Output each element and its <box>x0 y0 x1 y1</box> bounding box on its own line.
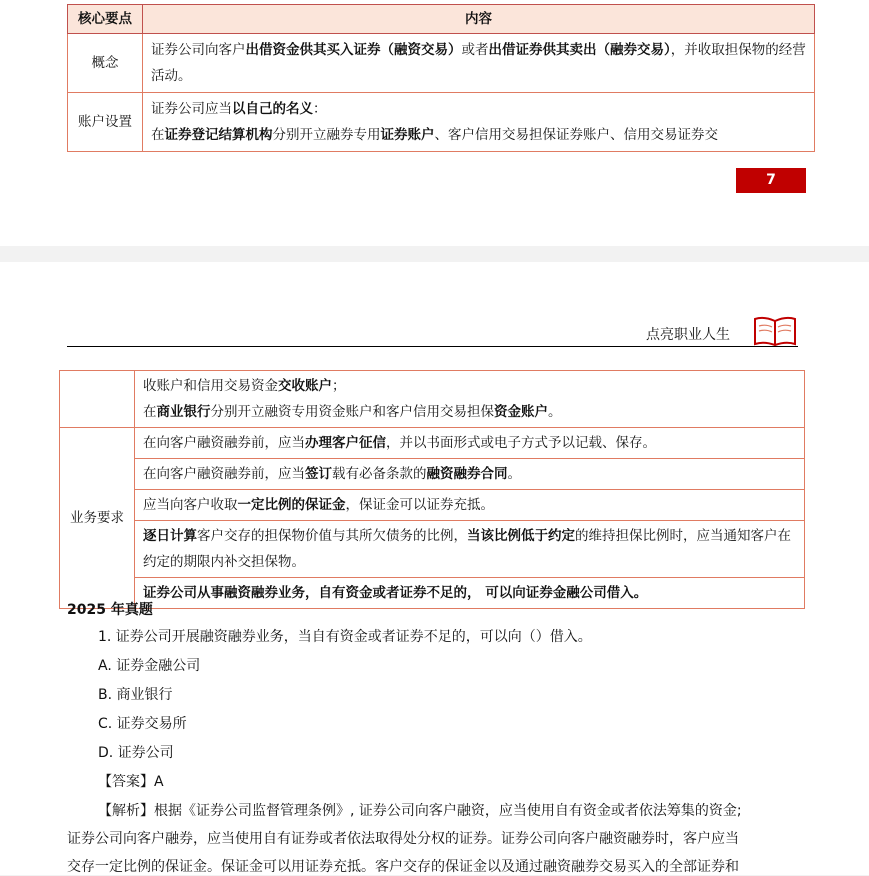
text-segment: 或者 <box>461 42 489 58</box>
table-row <box>60 371 805 428</box>
question-section-title: 2025 年真题 <box>67 602 153 618</box>
table-row <box>60 521 805 578</box>
text-segment: 。 <box>507 466 521 482</box>
table-row <box>68 34 815 93</box>
text-segment: ，并以书面形式或电子方式予以记载、保存。 <box>386 435 656 451</box>
analysis-text: 根据《证券公司监督管理条例》, 证券公司向客户融资，应当使用自有资金或者依法筹集的资金; <box>154 803 742 819</box>
table-row <box>60 490 805 521</box>
content-line <box>143 399 796 425</box>
text-segment: 收账户和信用交易资金 <box>143 378 278 394</box>
row-content-account-cont <box>135 371 805 428</box>
text-segment: 、客户信用交易担保证券账户、信用交易证券交 <box>434 127 718 143</box>
bold-segment: 证券账户 <box>380 127 435 143</box>
row-key-business: 业务要求 <box>60 428 135 609</box>
table-row <box>60 459 805 490</box>
content-line <box>143 373 796 399</box>
text-segment: 证券公司向客户 <box>151 42 246 58</box>
content-line <box>151 122 808 148</box>
bold-segment: 融资融券合同 <box>426 466 508 482</box>
row-key-empty <box>60 371 135 428</box>
row-content-account <box>143 93 815 152</box>
option-c: C. 证券交易所 <box>98 716 187 732</box>
table-header-row <box>68 5 815 34</box>
analysis-label: 【解析】 <box>98 803 154 819</box>
header-key: 核心要点 <box>68 5 143 34</box>
row-content-concept <box>143 34 815 93</box>
business-table <box>59 370 805 609</box>
table-row <box>60 428 805 459</box>
answer: 【答案】A <box>98 774 164 790</box>
page-number: 7 <box>736 168 806 193</box>
bold-segment: 签订 <box>305 466 332 482</box>
analysis-line-1 <box>98 800 742 820</box>
text-segment: ，并收取担保物的经营活动。 <box>151 42 806 84</box>
bold-segment: 办理客户征信 <box>305 435 386 451</box>
text-segment: 载有必备条款的 <box>332 466 427 482</box>
header-content: 内容 <box>143 5 815 34</box>
option-a: A. 证券金融公司 <box>98 658 201 674</box>
bold-segment: 当该比例低于约定 <box>467 528 575 544</box>
business-item <box>135 459 805 490</box>
text-segment: 分别开立融券专用 <box>272 127 381 143</box>
bold-segment: 一定比例的保证金 <box>237 497 346 513</box>
business-item <box>135 578 805 609</box>
option-b: B. 商业银行 <box>98 687 173 703</box>
business-item <box>135 521 805 578</box>
bold-segment: 出借证券供其卖出（融券交易） <box>488 42 671 58</box>
question-stem: 1. 证券公司开展融资融券业务，当自有资金或者证券不足的，可以向（）借入。 <box>98 629 592 645</box>
text-segment: 在向客户融资融券前，应当 <box>143 466 305 482</box>
business-item <box>135 428 805 459</box>
bold-segment: 交收账户 <box>278 378 332 394</box>
text-segment: ： <box>313 101 327 117</box>
content-line <box>151 96 808 122</box>
analysis-line-3: 交存一定比例的保证金。保证金可以用证券充抵。客户交存的保证金以及通过融资融券交易买入的全部证券和 <box>67 859 739 875</box>
text-segment: 分别开立融资专用资金账户和客户信用交易担保 <box>210 404 494 420</box>
open-book-icon <box>752 314 798 348</box>
running-header: 点亮职业人生 <box>646 327 730 343</box>
text-segment: 在向客户融资融券前，应当 <box>143 435 305 451</box>
bold-segment: 证券公司从事融资融券业务，自有资金或者证券不足的， 可以向证券金融公司借入。 <box>143 585 648 601</box>
analysis-line-2: 证券公司向客户融券，应当使用自有证券或者依法取得处分权的证券。证券公司向客户融资融券时，客户应当 <box>67 831 739 847</box>
bold-segment: 逐日计算 <box>143 528 197 544</box>
row-key-account: 账户设置 <box>68 93 143 152</box>
bold-segment: 以自己的名义 <box>232 101 313 117</box>
text-segment: 。 <box>548 404 562 420</box>
text-segment: 在 <box>143 404 157 420</box>
table-row <box>60 578 805 609</box>
text-segment: 在 <box>151 127 165 143</box>
business-item <box>135 490 805 521</box>
text-segment: 应当向客户收取 <box>143 497 238 513</box>
page-top <box>0 0 869 246</box>
text-segment: ，保证金可以证券充抵。 <box>345 497 494 513</box>
page-bottom <box>0 262 869 875</box>
text-segment: 的维持担保比例时，应当通知客户在约定的期限内补交担保物。 <box>143 528 791 570</box>
text-segment: 证券公司应当 <box>151 101 232 117</box>
bold-segment: 资金账户 <box>494 404 548 420</box>
row-key-concept: 概念 <box>68 34 143 93</box>
option-d: D. 证券公司 <box>98 745 174 761</box>
bold-segment: 出借资金供其买入证券（融资交易） <box>245 42 462 58</box>
bold-segment: 商业银行 <box>156 404 211 420</box>
header-rule <box>67 346 798 347</box>
text-segment: 客户交存的担保物价值与其所欠债务的比例， <box>197 528 467 544</box>
text-segment: ； <box>332 378 346 394</box>
summary-table <box>67 4 815 152</box>
bold-segment: 证券登记结算机构 <box>164 127 273 143</box>
table-row <box>68 93 815 152</box>
